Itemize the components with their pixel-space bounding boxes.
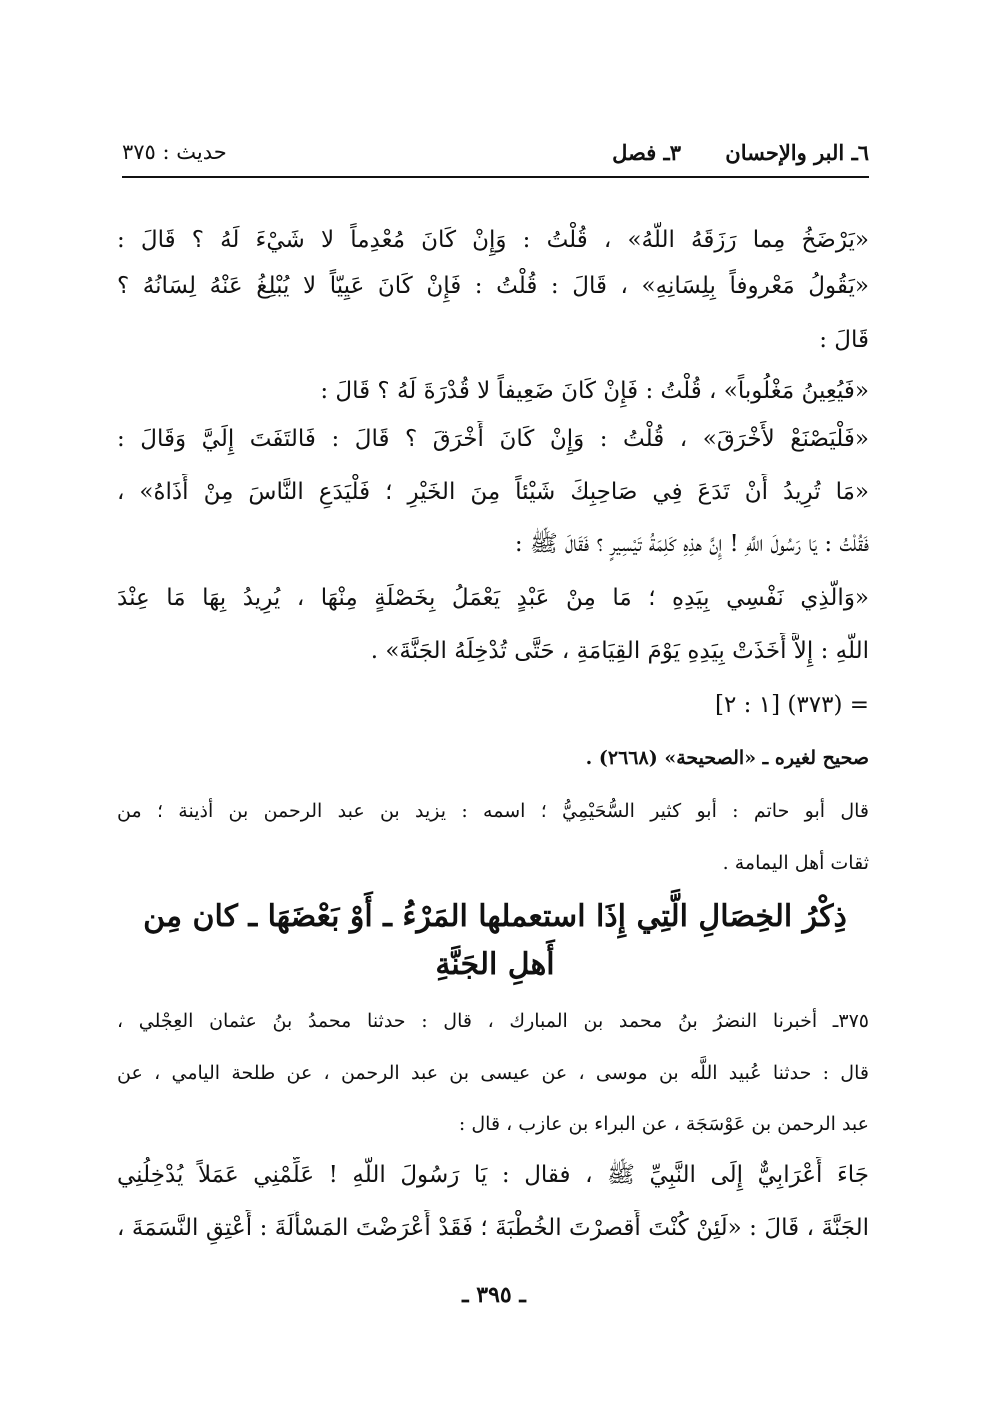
header-divider [122, 176, 869, 178]
text-line: «يَقُولُ مَعْروفاً بِلِسَانِهِ» ، قَالَ : قُلْتُ : فَإِنْ كَانَ عَيِيّاً لا يُبْلِغُ عَنْهُ لِسَانُهُ ؟ [117, 273, 869, 299]
isnad-line: ٣٧٥ـ أخبرنا النضرُ بنُ محمد بن المبارك ، قال : حدثنا محمدُ بنُ عثمان العِجْلي ، [117, 1010, 869, 1032]
text-line: اللَّهِ : إِلاَّ أَخَذَتْ بِيَدِهِ يَوْمَ القِيَامَةِ ، حَتَّى تُدْخِلَهُ الجَنَّةَ» . [370, 638, 869, 664]
isnad-line: قال : حدثنا عُبيد اللَّه بن موسى ، عن عيسى بن عبد الرحمن ، عن طلحة اليامي ، عن [117, 1062, 869, 1084]
matn-line: الجَنَّةَ ، قَالَ : «لَئِنْ كُنْتَ أَقصرْتَ الخُطْبَةَ ؛ فَقَدْ أَعْرَضْتَ المَسْأَلَةَ : أَعْتِقِ النَّسَمَةَ ، [117, 1215, 869, 1241]
grading-note: صحيح لغيره ـ «الصحيحة» (٢٦٦٨) . [585, 747, 869, 769]
chapter-heading: ذِكْرُ الخِصَالِ الَّتِي إِذَا استعملها المَرْءُ ـ أَوْ بَعْضَهَا ـ كان مِن [143, 899, 847, 934]
text-line: «فَلْيَصْنَعْ لأَخْرَقَ» ، قُلْتُ : وَإِنْ كَانَ أَخْرَقَ ؟ قَالَ : فَالتَفَتَ إِلَيَّ وَقَالَ : [117, 426, 869, 452]
hadith-reference: حديث : ٣٧٥ [122, 140, 227, 164]
text-line: «يَرْضَخُ مِما رَزَقَهُ اللَّهُ» ، قُلْتُ : وَإِنْ كَانَ مُعْدِماً لا شَيْءَ لَهُ ؟ قَالَ : [117, 227, 869, 253]
text-line: «وَالَّذِي نَفْسِي بِيَدِهِ ؛ مَا مِنْ عَبْدٍ يَعْمَلُ بِخَصْلَةٍ مِنْهَا ، يُرِيدُ بِهَا مَا عِنْدَ [117, 585, 869, 611]
narrator-note: قال أبو حاتم : أبو كثير السُّحَيْمِيُّ ؛ اسمه : يزيد بن عبد الرحمن بن أذينة ؛ من [117, 800, 869, 822]
text-line: قَالَ : [819, 327, 869, 353]
matn-line: جَاءَ أَعْرَابِيٌّ إِلَى النَّبِيِّ ﷺ ، فقال : يَا رَسُولَ اللَّهِ ! عَلِّمْنِي عَمَلاً يُدْخِلُنِي [117, 1162, 869, 1188]
narrator-note-end: ثقات أهل اليمامة . [722, 852, 869, 874]
page-number: ـ ٣٩٥ ـ [462, 1282, 526, 1308]
isnad-line: عبد الرحمن بن عَوْسَجَة ، عن البراء بن عازب ، قال : [458, 1113, 869, 1135]
text-line: فَقُلْتُ : يَا رَسُولَ اللَّهِ ! إِنَّ هذِهِ كَلِمَةُ تَيْسِيرٍ ؟ فَقَالَ ﷺ : [514, 531, 869, 557]
running-header [122, 140, 869, 170]
text-line: «مَا تُرِيدُ أَنْ تَدَعَ فِي صَاحِبِكَ شَيْئاً مِنَ الخَيْرِ ؛ فَلْيَدَعِ النَّاسَ مِنْ أَذَاهُ» ، [117, 479, 869, 505]
text-line: «فَيُعِينُ مَغْلُوباً» ، قُلْتُ : فَإِنْ كَانَ ضَعِيفاً لا قُدْرَةَ لَهُ ؟ قَالَ : [320, 378, 869, 404]
cross-reference: = (٣٧٣) [١ : ٢] [715, 692, 869, 718]
chapter-heading-continued: أَهلِ الجَنَّةِ [435, 947, 555, 982]
chapter-title: ٦ـ البر والإحسان [725, 140, 869, 165]
section-title: ٣ـ فصل [612, 140, 681, 165]
